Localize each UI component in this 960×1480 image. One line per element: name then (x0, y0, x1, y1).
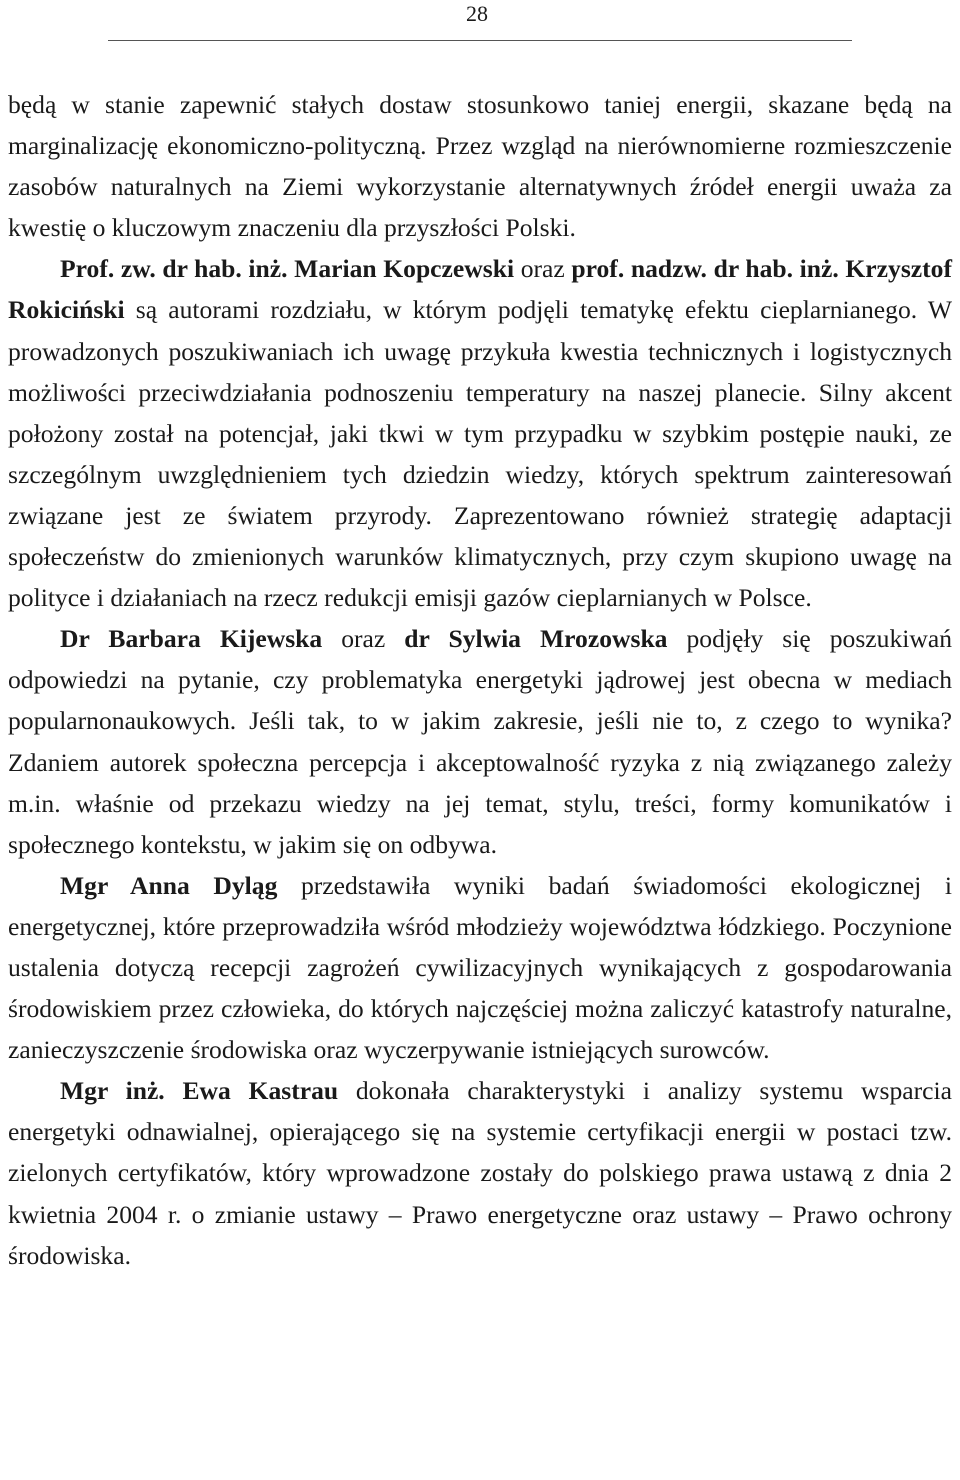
paragraph-dylag (8, 865, 952, 1070)
text-segment: przedstawiła wyniki badań świadomości ekologicznej i energetycznej, które przeprowadziła wśród młodzieży województwa łódzkiego. Poczynione ustalenia dotyczą recepcji zagrożeń cywilizacyjnych wynikających z gospodarowania środowiskiem przez człowieka, do których najczęściej można zaliczyć katastrofy naturalne, zanieczyszczenie środowiska oraz wyczerpywanie istniejących surowców. (8, 870, 953, 1065)
author-names: dr Sylwia Mrozowska (404, 624, 668, 654)
text-segment: oraz (514, 254, 572, 284)
paragraph-kijewska-mrozowska (8, 618, 952, 865)
author-names: Dr Barbara Kijewska (60, 624, 323, 654)
author-names: prof. nadzw. dr hab. inż. Krzysztof Rokiciński (8, 254, 952, 325)
page-number: 28 (466, 1, 488, 26)
text-segment: podjęły się poszukiwań odpowiedzi na pytanie, czy problematyka energetyki jądrowej jest obecna w mediach popularnonaukowych. Jeśli tak, to w jakim zakresie, jeśli nie to, z czego to wynika? Zdaniem autorek społeczna percepcja i akceptowalność ryzyka z nią związanego zależy m.in. właśnie od przekazu wiedzy na jej temat, stylu, treści, formy komunikatów i społecznego kontekstu, w jakim się on odbywa. (8, 624, 952, 859)
paragraph-kopczewski-rokicinski (8, 248, 952, 618)
author-names: Mgr inż. Ewa Kastrau (60, 1076, 339, 1106)
paragraph-intro-continuation (8, 84, 952, 248)
text-segment: oraz (322, 624, 405, 654)
author-names: Mgr Anna Dyląg (60, 870, 278, 900)
text-segment: dokonała charakterystyki i analizy systemu wsparcia energetyki odnawialnej, opierającego się na systemie certyfikacji energii w postaci tzw. zielonych certyfikatów, który wprowadzone zostały do polskiego prawa ustawą z dnia 2 kwietnia 2004 r. o zmianie ustawy – Prawo energetyczne oraz ustawy – Prawo ochrony środowiska. (8, 1076, 952, 1270)
text-segment: są autorami rozdziału, w którym podjęli tematykę efektu cieplarnianego. W prowadzonych poszukiwaniach ich uwagę przykuła kwestia technicznych i logistycznych możliwości przeciwdziałania podnoszeniu temperatury na naszej planecie. Silny akcent położony został na potencjał, jaki tkwi w tym przypadku w szybkim postępie nauki, ze szczególnym uwzględnieniem tych dziedzin wiedzy, których spektrum zainteresowań związane jest ze światem przyrody. Zaprezentowano również strategię adaptacji społeczeństw do zmienionych warunków klimatycznych, przy czym skupiono uwagę na polityce i działaniach na rzecz redukcji emisji gazów cieplarnianych w Polsce. (8, 295, 952, 613)
author-names: Prof. zw. dr hab. inż. Marian Kopczewski (60, 254, 515, 284)
header-divider (108, 40, 852, 41)
text-segment: będą w stanie zapewnić stałych dostaw stosunkowo taniej energii, skazane będą na marginalizację ekonomiczno-polityczną. Przez wzgląd na nierównomierne rozmieszczenie zasobów naturalnych na Ziemi wykorzystanie alternatywnych źródeł energii uważa za kwestię o kluczowym znaczeniu dla przyszłości Polski. (8, 90, 952, 243)
paragraph-kastrau (8, 1070, 952, 1275)
body-text (8, 84, 952, 1276)
